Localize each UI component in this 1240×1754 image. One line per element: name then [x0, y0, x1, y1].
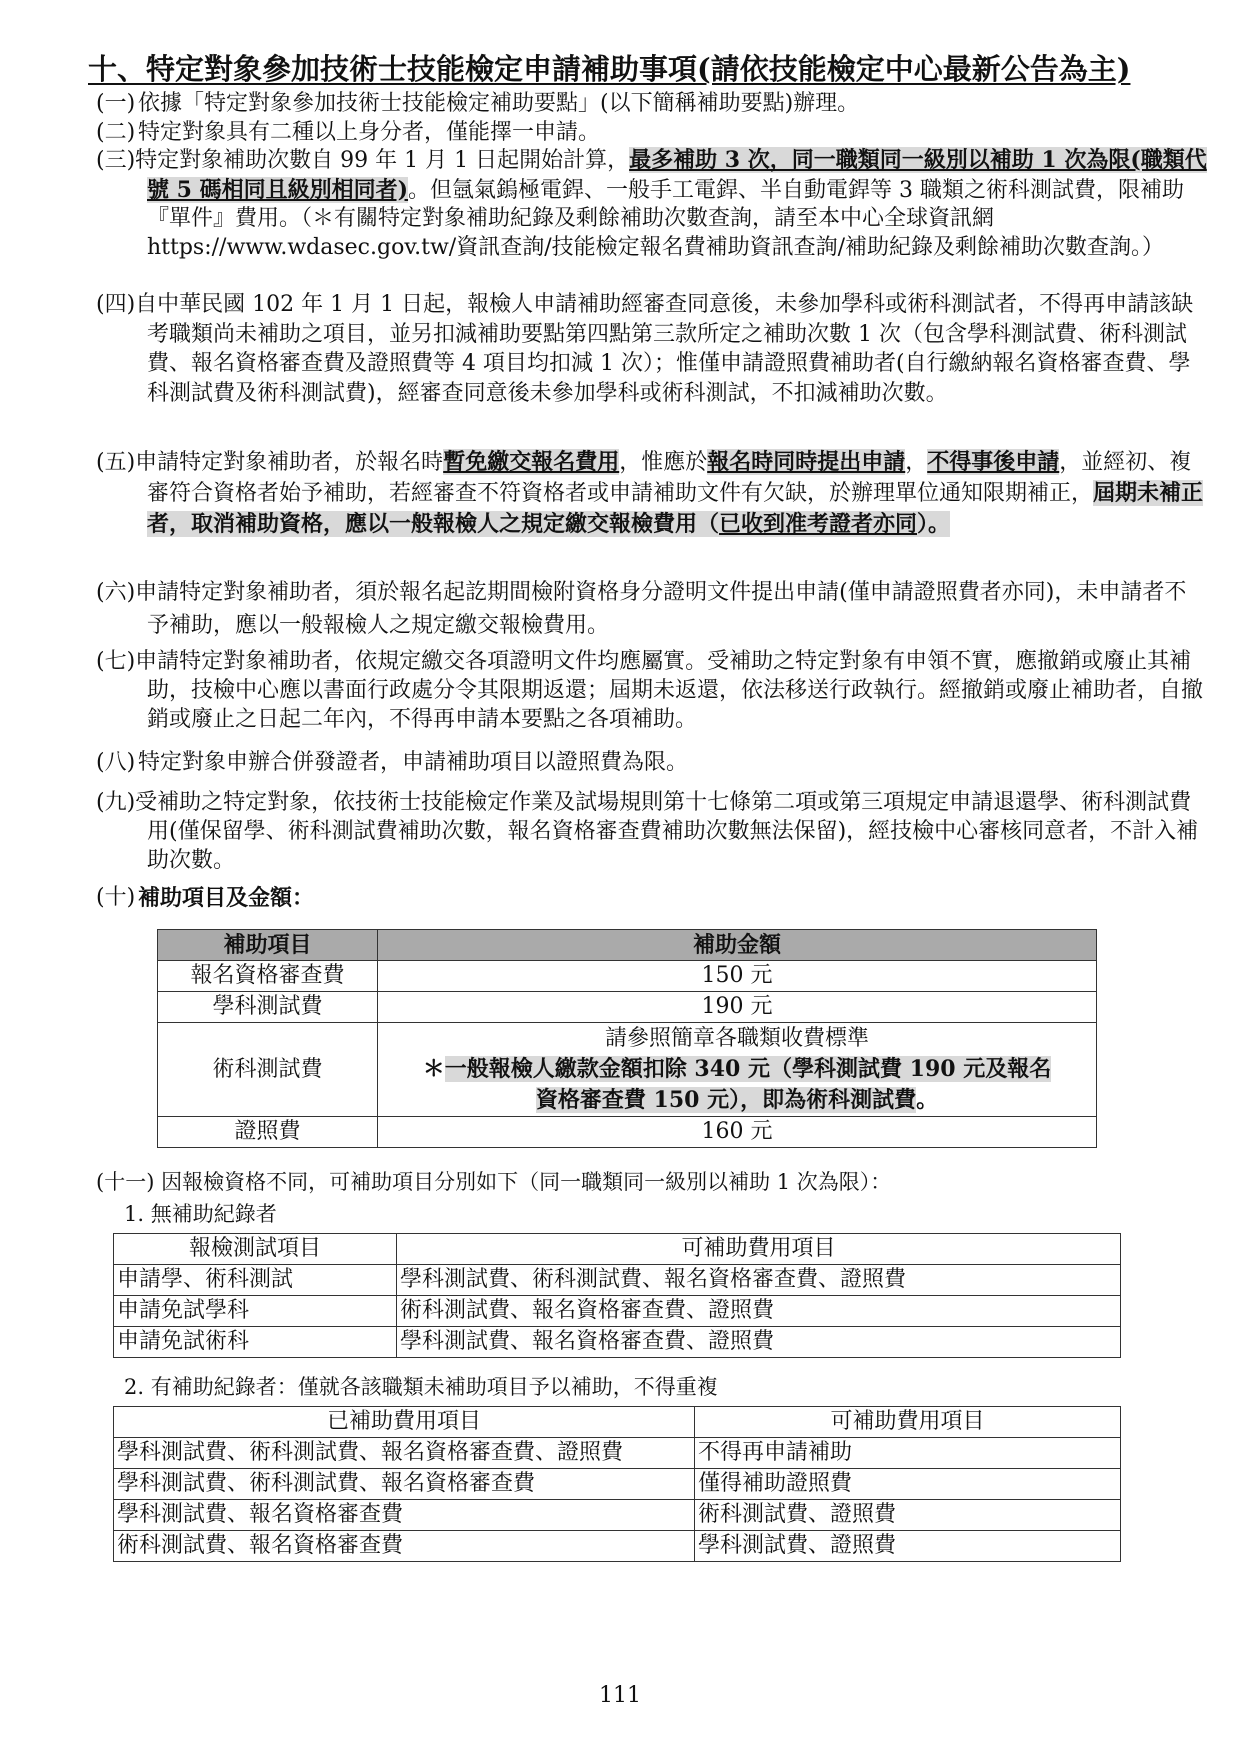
- column-header: 可補助費用項目: [397, 1234, 1121, 1265]
- section-label: (二): [96, 120, 136, 145]
- section-5: [96, 447, 1207, 540]
- section-6: [96, 576, 1207, 642]
- table-row: [158, 992, 1097, 1023]
- section-text: 受補助之特定對象，依技術士技能檢定作業及試場規則第十七條第二項或第三項規定申請退還學、術科測試費用(僅保留學、術科測試費補助次數，報名資格審查費補助次數無法保留)，經技檢中心審核同意者，不計入補助次數。: [135, 790, 1199, 873]
- column-header: 報檢測試項目: [114, 1234, 397, 1265]
- fee-table: [157, 929, 1097, 1148]
- section-text: 特定對象補助次數自 99 年 1 月 1 日起開始計算，: [135, 148, 630, 173]
- section-label: (七): [96, 649, 136, 674]
- note-end: 。: [916, 1087, 939, 1113]
- table-row: [114, 1296, 1121, 1327]
- section-4: [96, 290, 1207, 408]
- table-cell: 術科測試費、報名資格審查費、證照費: [397, 1296, 1121, 1327]
- section-text: 因報檢資格不同，可補助項目分別如下（同一職類同一級別以補助 1 次為限）：: [154, 1170, 892, 1194]
- table-cell: 學科測試費、術科測試費、報名資格審查費、證照費: [397, 1265, 1121, 1296]
- caption-with-record: 2. 有補助紀錄者：僅就各該職類未補助項目予以補助，不得重複: [124, 1375, 718, 1399]
- section-text: 特定對象申辦合併發證者，申請補助項目以證照費為限。: [138, 750, 689, 775]
- column-header: 補助金額: [378, 930, 1097, 961]
- table-cell: 申請學、術科測試: [114, 1265, 397, 1296]
- section-label: (十): [96, 885, 136, 910]
- column-header: 已補助費用項目: [114, 1407, 695, 1438]
- column-header: 可補助費用項目: [695, 1407, 1121, 1438]
- highlighted-text: 不得事後申請: [927, 449, 1060, 475]
- table-row: [114, 1531, 1121, 1562]
- table-header-row: [158, 930, 1097, 961]
- section-label: (六): [96, 580, 136, 605]
- fee-note: 一般報檢人繳款金額扣除 340 元（學科測試費 190 元及報名: [444, 1056, 1052, 1082]
- section-text: ，並經初、複審符合資格者始予補助，若經審查不符資格者或申請補助文件有欠缺，於辦理單位通知限期補正，: [147, 450, 1192, 506]
- section-label: (四): [96, 292, 136, 317]
- table-cell: 申請免試學科: [114, 1296, 397, 1327]
- with-record-table: [113, 1406, 1121, 1562]
- table-cell: 僅得補助證照費: [695, 1469, 1121, 1500]
- fee-item: 證照費: [158, 1117, 378, 1148]
- fee-item: 報名資格審查費: [158, 961, 378, 992]
- table-cell: 術科測試費、報名資格審查費: [114, 1531, 695, 1562]
- section-text: ，惟應於: [619, 450, 708, 475]
- table-header-row: [114, 1234, 1121, 1265]
- table-cell: 不得再申請補助: [695, 1438, 1121, 1469]
- section-2: [96, 119, 1156, 148]
- fee-amount: 190 元: [378, 992, 1097, 1023]
- table-cell: 申請免試術科: [114, 1327, 397, 1358]
- highlighted-text: 報名時同時提出申請: [707, 449, 906, 475]
- fee-amount: 160 元: [378, 1117, 1097, 1148]
- section-text: 依據「特定對象參加技術士技能檢定補助要點」(以下簡稱補助要點)辦理。: [138, 91, 860, 116]
- fee-amount: 請參照簡章各職類收費標準: [604, 1026, 869, 1051]
- table-cell: 學科測試費、報名資格審查費: [114, 1500, 695, 1531]
- table-cell: 學科測試費、證照費: [695, 1531, 1121, 1562]
- section-text: ，: [905, 450, 928, 475]
- table-row: [114, 1265, 1121, 1296]
- section-7: [96, 647, 1207, 734]
- section-1: [96, 90, 1156, 119]
- table-cell: 學科測試費、術科測試費、報名資格審查費: [114, 1469, 695, 1500]
- highlighted-text: ）。: [917, 511, 951, 537]
- table-row: [114, 1327, 1121, 1358]
- highlighted-text: 屆期未補正者，取消補助資格，應以一般報檢人之規定繳交報檢費用（: [147, 480, 1204, 537]
- fee-amount-cell: [378, 1023, 1097, 1117]
- section-10: [96, 884, 1156, 913]
- table-row: [158, 1023, 1097, 1117]
- table-row: [114, 1469, 1121, 1500]
- highlighted-text: 暫免繳交報名費用: [443, 449, 620, 475]
- column-header: 補助項目: [158, 930, 378, 961]
- page-title: 十、特定對象參加技術士技能檢定申請補助事項(請依技能檢定中心最新公告為主): [88, 52, 1131, 86]
- section-9: [96, 788, 1207, 875]
- section-label: (十一): [96, 1170, 155, 1194]
- table-row: [158, 1117, 1097, 1148]
- section-11: [96, 1168, 1156, 1196]
- section-text: 申請特定對象補助者，須於報名起訖期間檢附資格身分證明文件提出申請(僅申請證照費者亦同)，未申請者不予補助，應以一般報檢人之規定繳交報檢費用。: [135, 580, 1187, 638]
- no-record-table: [113, 1233, 1121, 1358]
- table-row: [114, 1500, 1121, 1531]
- page-number: 111: [599, 1683, 641, 1708]
- fee-amount: 150 元: [378, 961, 1097, 992]
- section-8: [96, 749, 1156, 778]
- table-row: [158, 961, 1097, 992]
- fee-item: 學科測試費: [158, 992, 378, 1023]
- section-text: 。但氬氣鎢極電銲、一般手工電銲、半自動電銲等 3 職類之術科測試費，限補助『單件』費用。（＊有關特定對象補助紀錄及剩餘補助次數查詢，請至本中心全球資訊網 https://www.wdasec.gov.tw/資訊查詢/技能檢定報名費補助資訊查詢/補助紀錄及剩餘補助次數查詢。）: [147, 177, 1185, 260]
- caption-no-record: 1. 無補助紀錄者: [124, 1202, 277, 1226]
- section-heading: 補助項目及金額：: [138, 885, 315, 911]
- table-cell: 術科測試費、證照費: [695, 1500, 1121, 1531]
- section-text: 特定對象具有二種以上身分者，僅能擇一申請。: [138, 120, 601, 145]
- table-row: [114, 1438, 1121, 1469]
- note-mark: ＊: [422, 1056, 445, 1082]
- highlighted-text: 最多補助 3 次，同一職類同一級別以補助 1 次為限(職類代號 5 碼相同且級別相同者): [147, 147, 1207, 203]
- section-3: [96, 146, 1207, 262]
- fee-item: 術科測試費: [158, 1023, 378, 1117]
- section-text: 申請特定對象補助者，依規定繳交各項證明文件均應屬實。受補助之特定對象有申領不實，應撤銷或廢止其補助，技檢中心應以書面行政處分令其限期返還；屆期未返還，依法移送行政執行。經撤銷或廢止補助者，自撤銷或廢止之日起二年內，不得再申請本要點之各項補助。: [135, 649, 1204, 732]
- table-cell: 學科測試費、報名資格審查費、證照費: [397, 1327, 1121, 1358]
- fee-note: 資格審查費 150 元），即為術科測試費: [535, 1087, 917, 1113]
- section-text: 自中華民國 102 年 1 月 1 日起，報檢人申請補助經審查同意後，未參加學科或術科測試者，不得再申請該缺考職類尚未補助之項目，並另扣減補助要點第四點第三款所定之補助次數 1 次（包含學科測試費、術科測試費、報名資格審查費及證照費等 4 項目均扣減 1 次）；惟僅申請證照費補助者(自行繳納報名資格審查費、學科測試費及術科測試費)，經審查同意後未參加學科或術科測試，不扣減補助次數。: [135, 292, 1194, 406]
- table-cell: 學科測試費、術科測試費、報名資格審查費、證照費: [114, 1438, 695, 1469]
- section-text: 申請特定對象補助者，於報名時: [135, 450, 444, 475]
- table-header-row: [114, 1407, 1121, 1438]
- section-label: (九): [96, 790, 136, 815]
- section-label: (五): [96, 450, 136, 475]
- section-label: (一): [96, 91, 136, 116]
- section-label: (三): [96, 148, 136, 173]
- section-label: (八): [96, 750, 136, 775]
- highlighted-text: 已收到准考證者亦同: [719, 511, 918, 537]
